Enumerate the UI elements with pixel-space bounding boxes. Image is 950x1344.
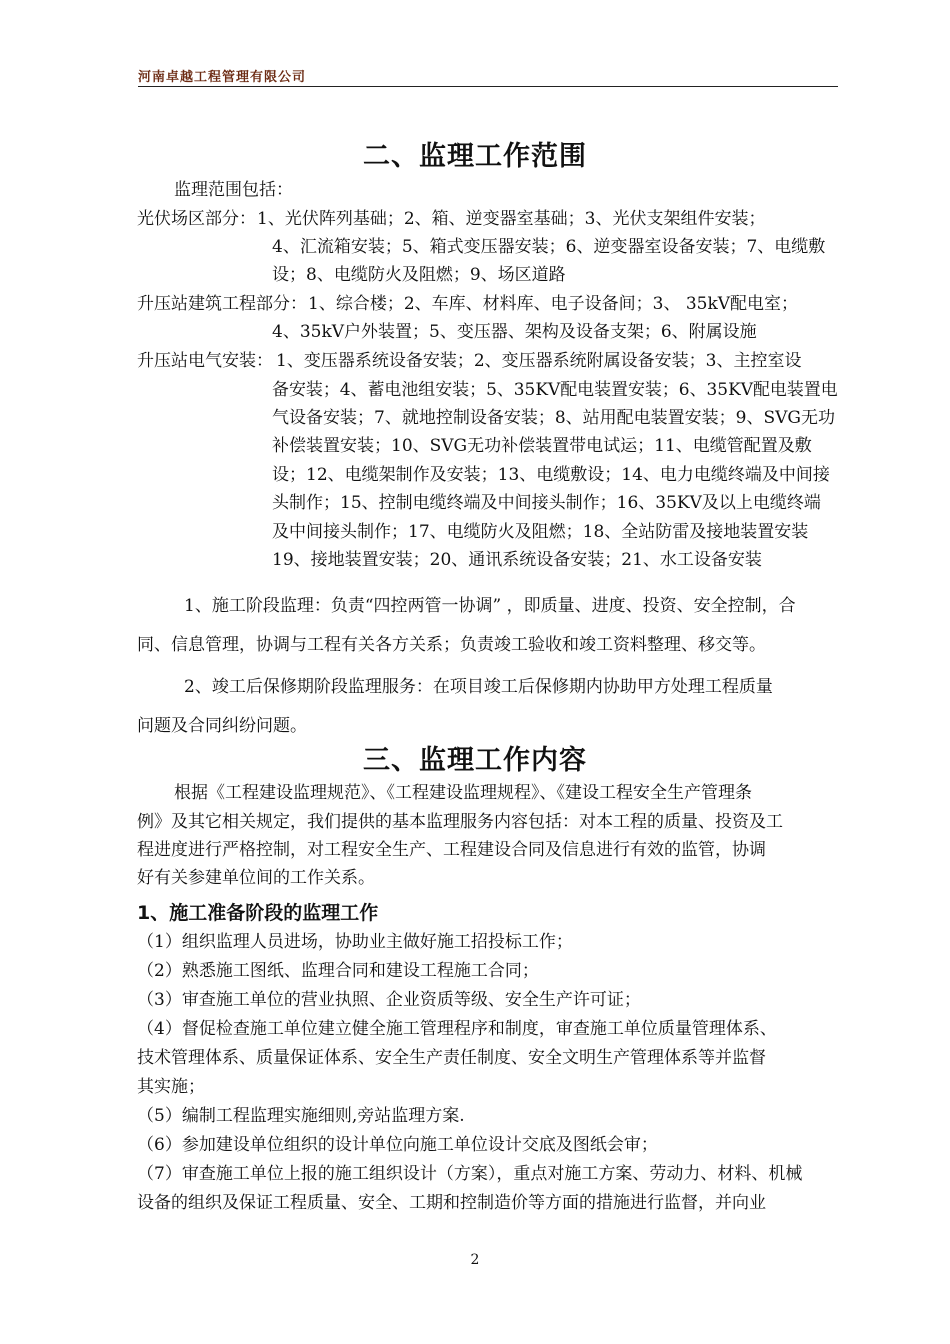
page-number: 2 bbox=[470, 1252, 480, 1268]
civil-line: 1、综合楼；2、车库、材料库、电子设备间；3、 35kV配电室； bbox=[308, 294, 799, 314]
civil-label: 升压站建筑工程部分： bbox=[137, 294, 307, 314]
list-item: 其实施； bbox=[137, 1077, 205, 1097]
header-divider bbox=[138, 86, 838, 87]
section3-intro-line: 程进度进行严格控制，对工程安全生产、工程建设合同及信息进行有效的监管，协调 bbox=[137, 840, 766, 860]
list-item: （3）审查施工单位的营业执照、企业资质等级、安全生产许可证； bbox=[137, 990, 641, 1010]
warranty-phase-paragraph: 2、竣工后保修期阶段监理服务：在项目竣工后保修期内协助甲方处理工程质量 bbox=[184, 677, 773, 697]
elec-line: 气设备安装；7、就地控制设备安装；8、站用配电装置安装；9、SVG无功 bbox=[272, 408, 835, 428]
section3-intro-line: 好有关参建单位间的工作关系。 bbox=[137, 868, 375, 888]
construction-phase-paragraph: 1、施工阶段监理：负责“四控两管一协调” ，即质量、进度、投资、安全控制，合 bbox=[184, 596, 796, 616]
list-item: 技术管理体系、质量保证体系、安全生产责任制度、安全文明生产管理体系等并监督 bbox=[137, 1048, 766, 1068]
pv-line: 设；8、电缆防火及阻燃；9、场区道路 bbox=[272, 265, 566, 285]
list-item: （4）督促检查施工单位建立健全施工管理程序和制度，审查施工单位质量管理体系、 bbox=[137, 1019, 777, 1039]
construction-phase-paragraph: 同、信息管理，协调与工程有关各方关系；负责竣工验收和竣工资料整理、移交等。 bbox=[137, 635, 766, 655]
elec-line: 1、变压器系统设备安装；2、变压器系统附属设备安装；3、主控室设 bbox=[276, 351, 802, 371]
elec-line: 及中间接头制作；17、电缆防火及阻燃；18、全站防雷及接地装置安装 bbox=[272, 522, 809, 542]
section3-intro-line: 根据《工程建设监理规范》、《工程建设监理规程》、《建设工程安全生产管理条 bbox=[174, 783, 752, 803]
prep-stage-heading: 1、施工准备阶段的监理工作 bbox=[137, 902, 379, 924]
header-company-name: 河南卓越工程管理有限公司 bbox=[138, 70, 307, 85]
elec-line: 19、接地装置安装；20、通讯系统设备安装；21、水工设备安装 bbox=[272, 550, 762, 570]
list-item: （7）审查施工单位上报的施工组织设计（方案），重点对施工方案、劳动力、材料、机械 bbox=[137, 1164, 803, 1184]
elec-line: 备安装；4、蓄电池组安装；5、35KV配电装置安装；6、35KV配电装置电 bbox=[272, 380, 838, 400]
section3-title: 三、监理工作内容 bbox=[363, 745, 587, 776]
civil-line: 4、35kV户外装置；5、变压器、架构及设备支架；6、附属设施 bbox=[272, 322, 757, 342]
list-item: （6）参加建设单位组织的设计单位向施工单位设计交底及图纸会审； bbox=[137, 1135, 658, 1155]
elec-line: 设；12、电缆架制作及安装；13、电缆敷设；14、电力电缆终端及中间接 bbox=[272, 465, 830, 485]
warranty-phase-paragraph: 问题及合同纠纷问题。 bbox=[137, 716, 307, 736]
elec-line: 头制作；15、控制电缆终端及中间接头制作；16、35KV及以上电缆终端 bbox=[272, 493, 821, 513]
scope-intro: 监理范围包括： bbox=[174, 180, 293, 200]
elec-line: 补偿装置安装；10、SVG无功补偿装置带电试运；11、电缆管配置及敷 bbox=[272, 436, 812, 456]
section2-title: 二、监理工作范围 bbox=[363, 141, 587, 172]
list-item: （5）编制工程监理实施细则,旁站监理方案. bbox=[137, 1106, 465, 1126]
list-item: （1）组织监理人员进场，协助业主做好施工招投标工作； bbox=[137, 932, 573, 952]
pv-label: 光伏场区部分： bbox=[137, 209, 256, 229]
pv-line: 4、汇流箱安装；5、箱式变压器安装；6、逆变器室设备安装；7、电缆敷 bbox=[272, 237, 826, 257]
pv-line: 1、光伏阵列基础；2、箱、逆变器室基础；3、光伏支架组件安装； bbox=[257, 209, 766, 229]
section3-intro-line: 例》及其它相关规定，我们提供的基本监理服务内容包括：对本工程的质量、投资及工 bbox=[137, 812, 783, 832]
elec-label: 升压站电气安装： bbox=[137, 351, 273, 371]
list-item: （2）熟悉施工图纸、监理合同和建设工程施工合同； bbox=[137, 961, 539, 981]
list-item: 设备的组织及保证工程质量、安全、工期和控制造价等方面的措施进行监督，并向业 bbox=[137, 1193, 766, 1213]
